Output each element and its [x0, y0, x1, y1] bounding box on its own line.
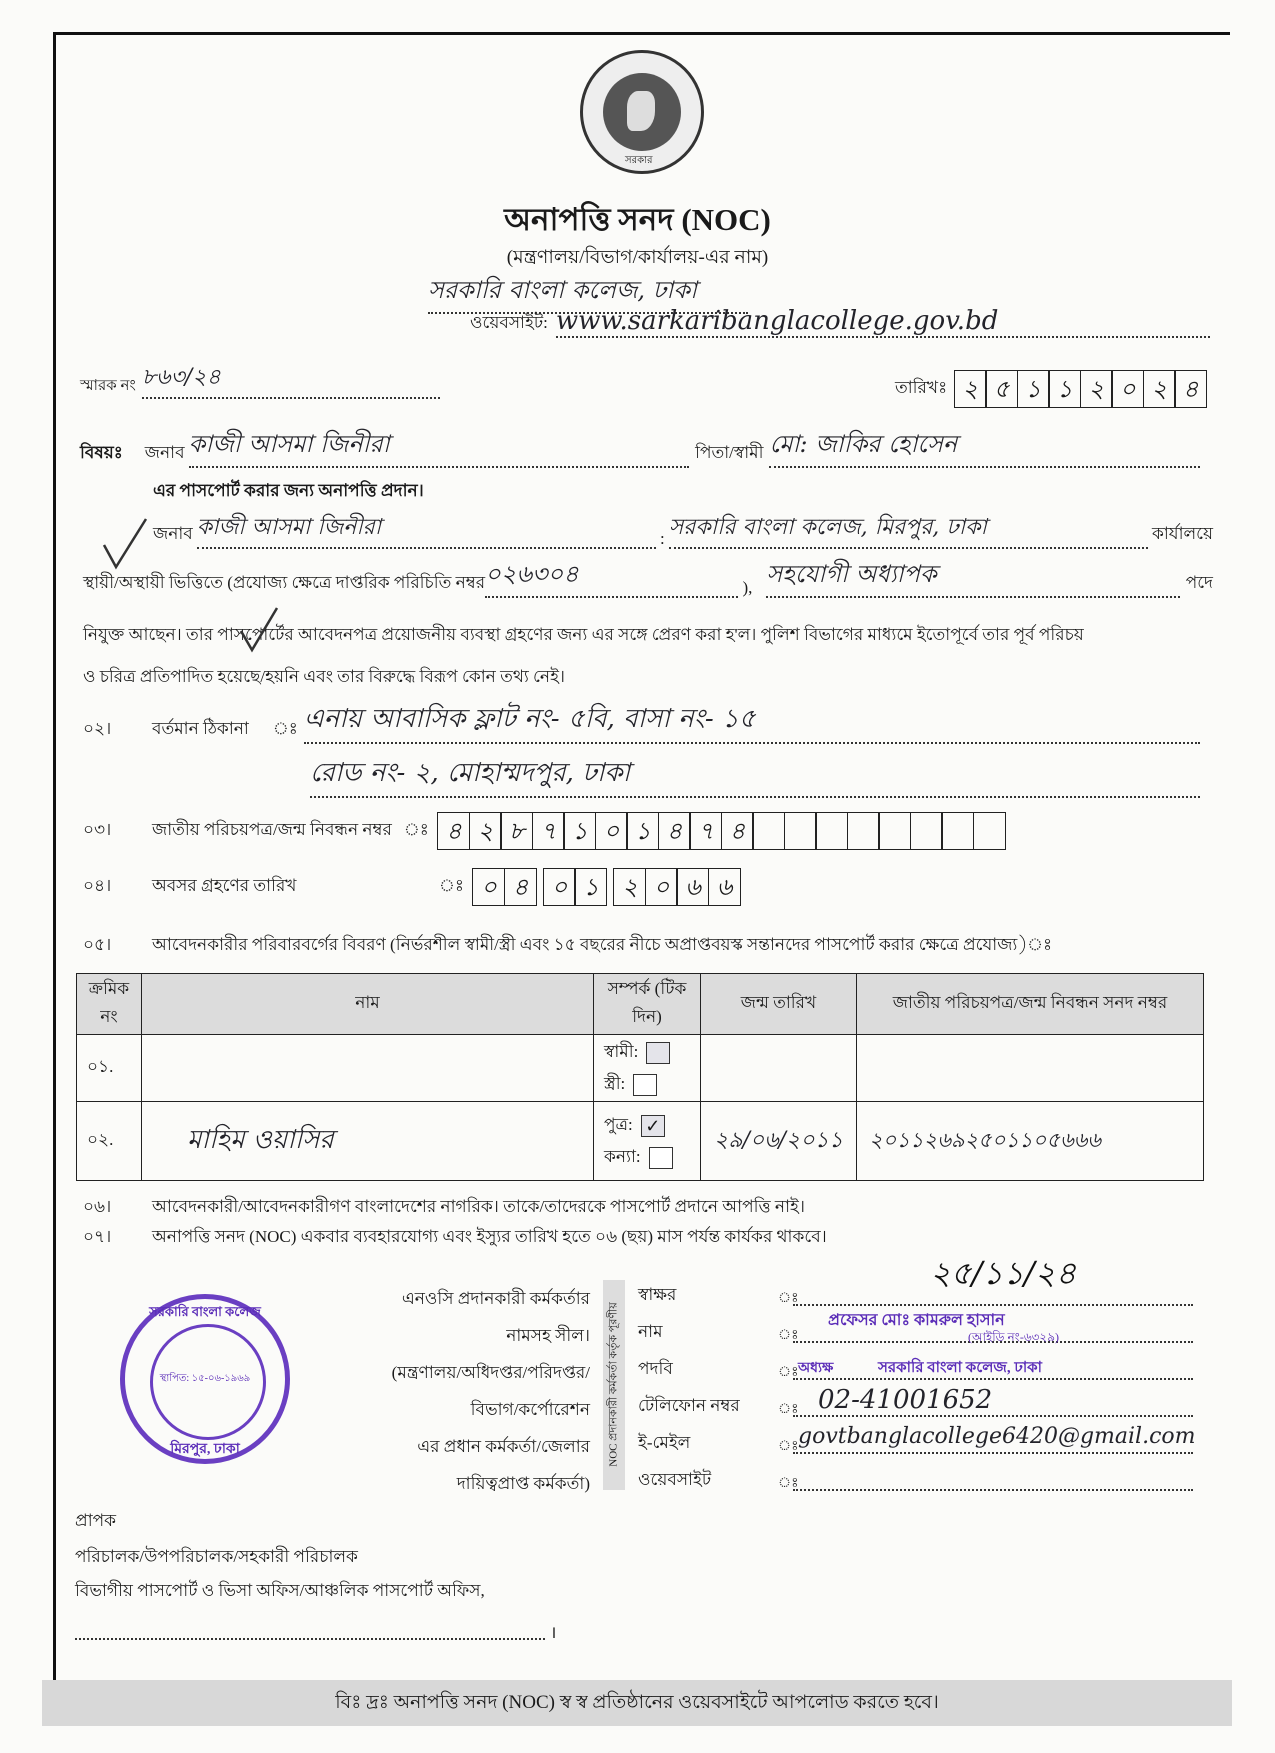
applicant-name: কাজী আসমা জিনীরা	[189, 426, 690, 468]
field-label: নাম	[638, 1322, 663, 1341]
digit-box: ২	[1143, 370, 1176, 408]
officer-designation: সরকারি বাংলা কলেজ, ঢাকা	[878, 1360, 1043, 1376]
signatory-description	[305, 1280, 590, 1502]
digit-box: ২	[954, 370, 987, 408]
field-label: টেলিফোন নম্বর	[638, 1396, 740, 1415]
desc-line: এনওসি প্রদানকারী কর্মকর্তার	[401, 1289, 590, 1308]
website-row	[470, 306, 1210, 338]
relation-label: কন্যা:	[604, 1147, 641, 1166]
body-applicant-name: কাজী আসমা জিনীরা	[197, 510, 656, 549]
signatory-field	[638, 1312, 1198, 1354]
date-row	[895, 370, 1207, 408]
relation-label: স্বামী:	[604, 1042, 639, 1061]
memo-row	[80, 360, 440, 399]
field-label: ওয়েবসাইট	[638, 1470, 712, 1489]
id-prefix: স্থায়ী/অস্থায়ী ভিত্তিতে (প্রযোজ্য ক্ষেত্রে দাপ্তরিক পরিচিতি নম্বর	[83, 573, 486, 592]
table-row	[77, 1102, 1204, 1181]
recipient-end: ।	[550, 1623, 557, 1642]
digit-box: ৮	[500, 812, 533, 850]
digit-box: ৪	[658, 812, 691, 850]
date-label: তারিখঃ	[895, 378, 948, 397]
email-value: govtbanglacollege6420@gmail.com	[798, 1424, 1196, 1449]
recipient-line2: বিভাগীয় পাসপোর্ট ও ভিসা অফিস/আঞ্চলিক পাসপোর্ট অফিস,	[75, 1581, 485, 1600]
digit-box: ১	[563, 812, 596, 850]
digit-box: ০	[472, 868, 505, 906]
father-label: পিতা/স্বামী	[695, 443, 764, 462]
address-line1: এনায় আবাসিক ফ্লাট নং- ৫বি, বাসা নং- ১৫	[304, 698, 1200, 744]
colon: ঃ	[778, 1365, 799, 1380]
row-dob	[701, 1035, 857, 1102]
item-number: ০৫।	[83, 935, 112, 954]
item-number: ০৬।	[83, 1197, 112, 1216]
header-serial: ক্রমিক নং	[77, 974, 142, 1035]
field-line	[793, 1479, 1193, 1491]
subject-row	[80, 426, 1200, 468]
table-row	[77, 1035, 1204, 1102]
digit-box: ৪	[1174, 370, 1207, 408]
note-validity: অনাপত্তি সনদ (NOC) একবার ব্যবহারযোগ্য এবং ইস্যুর তারিখ হতে ০৬ (ছয়) মাস পর্যন্ত কার্যকর থাকবে।	[152, 1227, 827, 1246]
digit-box	[752, 812, 785, 850]
field-label: ই-মেইল	[638, 1433, 691, 1452]
emblem-text: সরকার	[625, 155, 653, 166]
digit-box: ৭	[689, 812, 722, 850]
digit-box	[878, 812, 911, 850]
row-serial: ০১.	[77, 1035, 142, 1102]
relation-label: পুত্র:	[604, 1115, 633, 1134]
header-relation: সম্পর্ক (টিক দিন)	[594, 974, 701, 1035]
body-office: সরকারি বাংলা কলেজ, মিরপুর, ঢাকা	[669, 510, 1148, 549]
digit-box: ২	[469, 812, 502, 850]
colon: ঃ	[778, 1439, 799, 1454]
recipient-office-blank	[75, 1624, 545, 1640]
recipient-line1: পরিচালক/উপপরিচালক/সহকারী পরিচালক	[75, 1547, 358, 1566]
item-number: ০৭।	[83, 1227, 112, 1246]
digit-box	[847, 812, 880, 850]
body-line4: ও চরিত্র প্রতিপাদিত হয়েছে/হয়নি এবং তার বিরুদ্ধে বিরূপ কোন তথ্য নেই।	[83, 667, 565, 686]
vertical-label: NOC প্রদানকারী কর্মকর্তা কর্তৃক পূরণীয়	[607, 1302, 620, 1467]
row-serial: ০২.	[77, 1102, 142, 1181]
signatory-field	[638, 1465, 1198, 1502]
digit-box: ৬	[708, 868, 741, 906]
address-label: বর্তমান ঠিকানা	[152, 719, 249, 738]
row-nid: ২০১১২৬৯২৫০১১০৫৬৬৬	[857, 1102, 1204, 1181]
seal-top-text: সরকারি বাংলা কলেজ	[149, 1304, 261, 1319]
mr-label: জনাব	[153, 524, 193, 543]
vertical-label-band	[603, 1280, 625, 1490]
signatory-field	[638, 1385, 1198, 1428]
nid-label: জাতীয় পরিচয়পত্র/জন্ম নিবন্ধন নম্বর	[152, 820, 392, 839]
digit-box: ০	[1111, 370, 1144, 408]
paren: ),	[742, 578, 753, 597]
colon: ঃ	[439, 876, 464, 895]
footer-band	[42, 1680, 1232, 1726]
item-number: ০৩।	[83, 820, 112, 839]
check-mark-icon	[100, 515, 150, 570]
memo-number: ৮৬৩/২৪	[142, 360, 440, 399]
digit-box: ২	[613, 868, 646, 906]
website-label: ওয়েবসাইট:	[470, 313, 548, 332]
subject-label: বিষয়ঃ	[80, 443, 123, 462]
body-line3: নিযুক্ত আছেন। তার পাসপোর্টের আবেদনপত্র প্রয়োজনীয় ব্যবস্থা গ্রহণের জন্য এর সঙ্গে প্রেরণ করা হ'ল। পুলিশ বিভাগের মাধ্যমে ইতোপূর্বে তার পূর্ব পরিচয়	[83, 625, 1084, 644]
footer-note: বিঃ দ্রঃ অনাপত্তি সনদ (NOC) স্ব স্ব প্রতিষ্ঠানের ওয়েবসাইটে আপলোড করতে হবে।	[335, 1692, 939, 1713]
digit-box: ৭	[532, 812, 565, 850]
desc-line: দায়িত্বপ্রাপ্ত কর্মকর্তা)	[456, 1474, 590, 1493]
page-border-top	[55, 32, 1230, 35]
table-header	[77, 974, 1204, 1035]
digit-box: ৪	[437, 812, 470, 850]
check-mark-icon	[238, 605, 280, 653]
seal-center-text: স্থাপিত: ১৫-০৬-১৯৬৯	[159, 1373, 251, 1384]
retirement-label: অবসর গ্রহণের তারিখ	[152, 876, 297, 895]
colon: ঃ	[403, 820, 429, 839]
row-relation	[594, 1035, 701, 1102]
daughter-checkbox[interactable]	[649, 1147, 673, 1169]
address-line2: রোড নং- ২, মোহাম্মদপুর, ঢাকা	[310, 752, 1200, 798]
row-nid	[857, 1035, 1204, 1102]
desc-line: নামসহ সীল।	[506, 1326, 590, 1345]
header-nid: জাতীয় পরিচয়পত্র/জন্ম নিবন্ধন সনদ নম্বর	[857, 974, 1204, 1035]
government-emblem	[580, 50, 704, 174]
colon: ঃ	[778, 1402, 799, 1417]
row-name: মাহিম ওয়াসির	[142, 1102, 594, 1181]
colon: ঃ	[778, 1291, 799, 1306]
office-name: সরকারি বাংলা কলেজ, ঢাকা	[428, 272, 748, 314]
colon: ঃ	[778, 1328, 799, 1343]
row-name	[142, 1035, 594, 1102]
field-label: পদবি	[638, 1359, 673, 1378]
seal-bottom-text: মিরপুর, ঢাকা	[170, 1442, 240, 1457]
digit-box: ৬	[676, 868, 709, 906]
son-checkbox[interactable]: ✓	[641, 1115, 665, 1137]
wife-checkbox[interactable]	[633, 1074, 657, 1096]
nid-row	[83, 812, 1006, 850]
page-border-left	[53, 32, 56, 1717]
digit-box: ২	[1080, 370, 1113, 408]
separator: :	[659, 529, 665, 548]
digit-box: ১	[1048, 370, 1081, 408]
digit-box	[910, 812, 943, 850]
page-title: অনাপত্তি সনদ (NOC)	[504, 202, 771, 237]
officer-name: প্রফেসর মোঃ কামরুল হাসান	[828, 1312, 1005, 1329]
digit-box	[815, 812, 848, 850]
desc-line: এর প্রধান কর্মকর্তা/জেলার	[417, 1437, 590, 1456]
colon: ঃ	[778, 1476, 799, 1491]
item-number: ০৪।	[83, 876, 112, 895]
husband-checkbox[interactable]	[646, 1042, 670, 1064]
body-row2	[83, 556, 1213, 598]
memo-label: স্মারক নং	[80, 378, 136, 394]
college-seal	[120, 1294, 290, 1464]
retirement-date-boxes	[474, 868, 741, 906]
digit-box: ০	[543, 868, 576, 906]
field-label: স্বাক্ষর	[638, 1285, 677, 1304]
digit-box: ৫	[985, 370, 1018, 408]
body-row1	[153, 510, 1213, 549]
note-citizenship: আবেদনকারী/আবেদনকারীগণ বাংলাদেশের নাগরিক। তাকে/তাদেরকে পাসপোর্ট প্রদানে আপত্তি নাই।	[152, 1197, 805, 1216]
website-value: www.sarkaribanglacollege.gov.bd	[556, 306, 1210, 338]
digit-box	[784, 812, 817, 850]
signatory-fields	[638, 1280, 1198, 1502]
office-suffix: কার্যালয়ে	[1151, 524, 1214, 543]
family-label: আবেদনকারীর পরিবারবর্গের বিবরণ (নির্ভরশীল স্বামী/স্ত্রী এবং ১৫ বছরের নীচে অপ্রাপ্তবয়স্ক সন্তানদের পাসপোর্ট করার ক্ষেত্রে প্রযোজ্য)ঃ	[152, 935, 1053, 954]
family-table	[76, 973, 1204, 1181]
item-number: ০২।	[83, 719, 112, 738]
retirement-row	[83, 868, 741, 906]
header-name: নাম	[142, 974, 594, 1035]
designation-suffix: পদে	[1185, 573, 1213, 592]
digit-box: ০	[645, 868, 678, 906]
digit-box: ১	[626, 812, 659, 850]
colon: ঃ	[272, 719, 298, 738]
nid-boxes	[439, 812, 1006, 850]
digit-box: ০	[595, 812, 628, 850]
officer-id: (আইডি নং-৬৩২৯)	[968, 1330, 1060, 1344]
office-id-number: ০২৬৩০৪	[485, 556, 738, 598]
digit-box	[941, 812, 974, 850]
header-dob: জন্ম তারিখ	[701, 974, 857, 1035]
subject-line2: এর পাসপোর্ট করার জন্য অনাপত্তি প্রদান।	[153, 481, 424, 500]
father-name: মো: জাকির হোসেন	[769, 426, 1200, 468]
address-row	[83, 698, 1200, 744]
office-caption: (মন্ত্রণালয়/বিভাগ/কার্যালয়-এর নাম)	[506, 247, 769, 268]
row-relation	[594, 1102, 701, 1181]
mr-label: জনাব	[144, 443, 185, 462]
digit-box: ১	[574, 868, 607, 906]
recipient-label: প্রাপক	[75, 1511, 117, 1530]
designation: সহযোগী অধ্যাপক	[766, 556, 1179, 598]
desc-line: বিভাগ/কর্পোরেশন	[470, 1400, 590, 1419]
officer-title: অধ্যক্ষ	[798, 1361, 834, 1376]
digit-box: ১	[1017, 370, 1050, 408]
digit-box: ৪	[504, 868, 537, 906]
desc-line: (মন্ত্রণালয়/অধিদপ্তর/পরিদপ্তর/	[391, 1363, 590, 1382]
date-boxes	[955, 370, 1207, 408]
relation-label: স্ত্রী:	[604, 1074, 626, 1093]
signature: ২৫/১১/২৪	[930, 1254, 1077, 1292]
digit-box	[973, 812, 1006, 850]
telephone-value: 02-41001652	[818, 1385, 993, 1415]
signatory-field	[638, 1424, 1198, 1465]
row-dob: ২৯/০৬/২০১১	[701, 1102, 857, 1181]
digit-box: ৪	[721, 812, 754, 850]
